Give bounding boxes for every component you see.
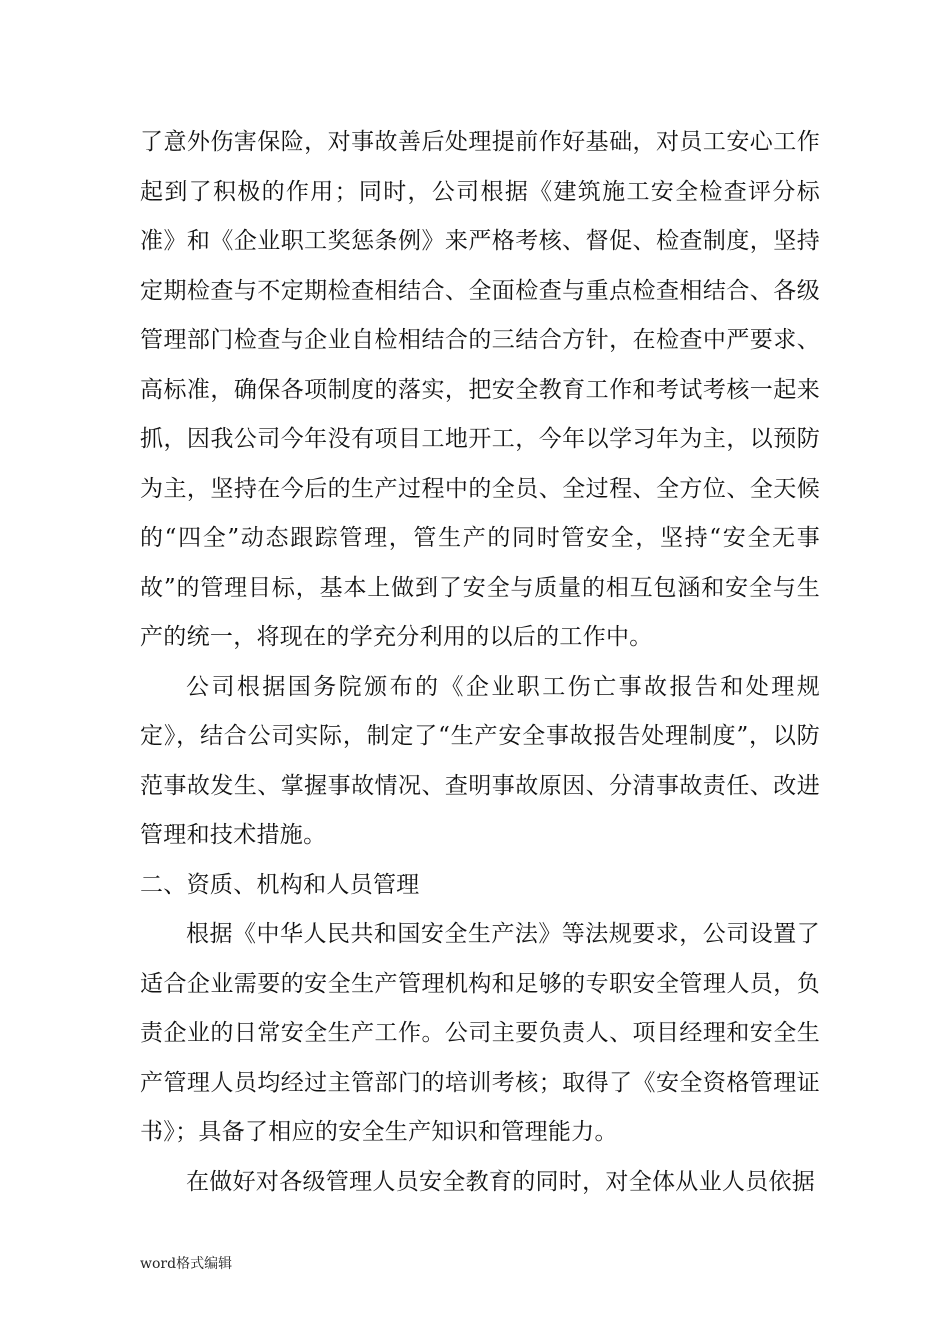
section-heading: 二、资质、机构和人员管理 xyxy=(140,871,420,898)
document-body xyxy=(140,118,820,1207)
paragraph-3: 根据《中华人民共和国安全生产法》等法规要求，公司设置了适合企业需要的安全生产管理机构和足够的专职安全管理人员，负责企业的日常安全生产工作。公司主要负责人、项目经理和安全生产管理人员均经过主管部门的培训考核；取得了《安全资格管理证书》；具备了相应的安全生产知识和管理能力。 xyxy=(140,921,820,1145)
paragraph-2: 公司根据国务院颁布的《企业职工伤亡事故报告和处理规定》，结合公司实际，制定了“生产安全事故报告处理制度”，以防范事故发生、掌握事故情况、查明事故原因、分清事故责任、改进管理和技术措施。 xyxy=(140,673,820,848)
paragraph-1: 了意外伤害保险，对事故善后处理提前作好基础，对员工安心工作起到了积极的作用；同时，公司根据《建筑施工安全检查评分标准》和《企业职工奖惩条例》来严格考核、督促、检查制度，坚持定期检查与不定期检查相结合、全面检查与重点检查相结合、各级管理部门检查与企业自检相结合的三结合方针，在检查中严要求、高标准，确保各项制度的落实，把安全教育工作和考试考核一起来抓，因我公司今年没有项目工地开工，今年以学习年为主，以预防为主，坚持在今后的生产过程中的全员、全过程、全方位、全天候的“四全”动态跟踪管理，管生产的同时管安全，坚持“安全无事故”的管理目标，基本上做到了安全与质量的相互包涵和安全与生产的统一，将现在的学充分利用的以后的工作中。 xyxy=(140,129,820,650)
paragraph-4: 在做好对各级管理人员安全教育的同时，对全体从业人员依据 xyxy=(186,1168,816,1195)
page-footer: word格式编辑 xyxy=(140,1256,233,1272)
